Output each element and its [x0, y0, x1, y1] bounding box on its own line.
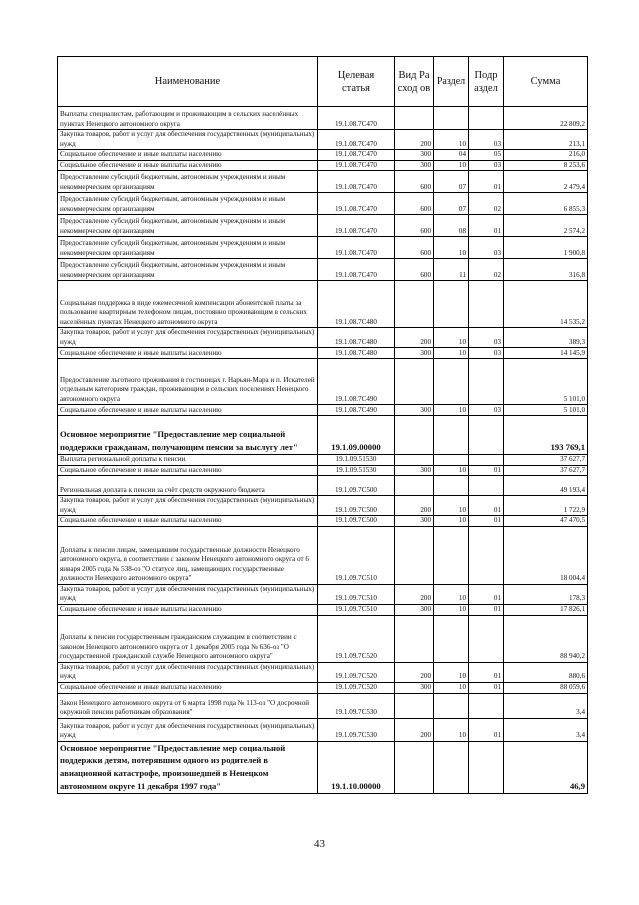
row-razdel: 11	[434, 259, 469, 281]
row-razdel	[434, 416, 469, 455]
row-podrazdel: 02	[469, 193, 504, 215]
table-row	[58, 693, 588, 718]
row-name: Закупка товаров, работ и услуг для обеспечения государственных (муниципальных) нужд	[58, 496, 318, 516]
row-vid	[395, 281, 434, 328]
row-target: 19.1.09.7С530	[318, 693, 395, 718]
table-row	[58, 215, 588, 237]
header-vid: Вид Расход ов	[395, 57, 434, 107]
table-row	[58, 465, 588, 476]
row-vid: 600	[395, 171, 434, 193]
row-vid: 300	[395, 465, 434, 476]
table-row	[58, 348, 588, 359]
row-podrazdel: 03	[469, 405, 504, 416]
row-name: Закупка товаров, работ и услуг для обеспечения государственных (муниципальных) нужд	[58, 662, 318, 682]
row-sum: 37 627,7	[504, 455, 588, 466]
row-sum: 47 470,5	[504, 516, 588, 527]
row-razdel	[434, 455, 469, 466]
row-sum: 5 101,0	[504, 405, 588, 416]
row-vid	[395, 359, 434, 405]
row-target: 19.1.08.7С490	[318, 359, 395, 405]
row-razdel	[434, 107, 469, 130]
row-razdel: 10	[434, 604, 469, 615]
table-row	[58, 496, 588, 516]
row-podrazdel	[469, 281, 504, 328]
row-sum: 14 535,2	[504, 281, 588, 328]
row-vid: 300	[395, 405, 434, 416]
header-sum: Сумма	[504, 57, 588, 107]
row-vid: 300	[395, 516, 434, 527]
row-podrazdel	[469, 359, 504, 405]
table-row	[58, 516, 588, 527]
row-target: 19.1.08.7С480	[318, 281, 395, 328]
table-row	[58, 526, 588, 584]
row-name: Закупка товаров, работ и услуг для обеспечения государственных (муниципальных) нужд	[58, 718, 318, 741]
row-razdel: 10	[434, 348, 469, 359]
row-target: 19.1.09.7С520	[318, 662, 395, 682]
row-name: Закупка товаров, работ и услуг для обеспечения государственных (муниципальных) нужд	[58, 328, 318, 348]
row-podrazdel	[469, 526, 504, 584]
row-name: Социальное обеспечение и иные выплаты населению	[58, 682, 318, 693]
row-podrazdel: 01	[469, 465, 504, 476]
table-row	[58, 150, 588, 161]
header-target: Целевая статья	[318, 57, 395, 107]
row-podrazdel: 01	[469, 604, 504, 615]
row-sum: 2 479,4	[504, 171, 588, 193]
row-sum: 49 193,4	[504, 476, 588, 496]
row-razdel	[434, 359, 469, 405]
row-sum: 880,6	[504, 662, 588, 682]
row-razdel: 10	[434, 662, 469, 682]
row-razdel	[434, 615, 469, 662]
row-name: Предоставление субсидий бюджетным, автономным учреждениям и иным некоммерческим организациям	[58, 215, 318, 237]
row-target: 19.1.09.7С500	[318, 476, 395, 496]
row-name: Закупка товаров, работ и услуг для обеспечения государственных (муниципальных) нужд	[58, 584, 318, 604]
row-target: 19.1.08.7С480	[318, 348, 395, 359]
row-sum: 18 004,4	[504, 526, 588, 584]
row-podrazdel	[469, 693, 504, 718]
row-name: Региональная доплата к пенсии за счёт средств окружного бюджета	[58, 476, 318, 496]
row-podrazdel: 03	[469, 160, 504, 171]
table-row	[58, 237, 588, 259]
table-row	[58, 328, 588, 348]
row-name: Доплаты к пенсии государственным гражданским служащим в соответствии с законом Ненецкого автономного округа от 1 декабря 2005 года № 636-оз "О государственной гражданской службе Ненецкого автономного округа"	[58, 615, 318, 662]
row-name: Предоставление субсидий бюджетным, автономным учреждениям и иным некоммерческим организациям	[58, 259, 318, 281]
row-vid: 600	[395, 215, 434, 237]
row-podrazdel: 03	[469, 348, 504, 359]
table-row	[58, 171, 588, 193]
row-sum: 216,0	[504, 150, 588, 161]
row-name: Социальное обеспечение и иные выплаты населению	[58, 348, 318, 359]
row-razdel: 10	[434, 584, 469, 604]
row-name: Закон Ненецкого автономного округа от 6 марта 1998 года № 113-оз "О досрочной окружной пенсии работникам образования"	[58, 693, 318, 718]
row-podrazdel: 01	[469, 516, 504, 527]
row-podrazdel: 01	[469, 584, 504, 604]
row-razdel: 08	[434, 215, 469, 237]
row-target: 19.1.09.7С520	[318, 615, 395, 662]
budget-table	[57, 56, 588, 794]
row-vid	[395, 455, 434, 466]
row-name: Выплата региональной доплаты к пенсии	[58, 455, 318, 466]
row-razdel: 07	[434, 171, 469, 193]
row-target: 19.1.08.7С470	[318, 215, 395, 237]
row-vid: 200	[395, 496, 434, 516]
row-vid: 200	[395, 662, 434, 682]
row-razdel: 04	[434, 150, 469, 161]
table-row	[58, 741, 588, 793]
table-row	[58, 615, 588, 662]
row-podrazdel: 03	[469, 237, 504, 259]
row-target: 19.1.08.7С470	[318, 193, 395, 215]
row-vid: 300	[395, 604, 434, 615]
row-name: Предоставление субсидий бюджетным, автономным учреждениям и иным некоммерческим организациям	[58, 171, 318, 193]
row-vid: 300	[395, 348, 434, 359]
row-razdel: 10	[434, 516, 469, 527]
row-sum: 46,9	[504, 741, 588, 793]
table-row	[58, 160, 588, 171]
row-name: Социальное обеспечение и иные выплаты населению	[58, 150, 318, 161]
row-name: Социальная поддержка в виде ежемесячной компенсации абонентской платы за пользование квартирным телефоном лицам, постоянно проживающим в сельских населённых пунктах Ненецкого автономного округа	[58, 281, 318, 328]
row-target: 19.1.09.51530	[318, 455, 395, 466]
row-name: Закупка товаров, работ и услуг для обеспечения государственных (муниципальных) нужд	[58, 130, 318, 150]
row-vid	[395, 476, 434, 496]
row-podrazdel: 02	[469, 259, 504, 281]
row-sum: 213,1	[504, 130, 588, 150]
table-row	[58, 259, 588, 281]
table-row	[58, 405, 588, 416]
table-row	[58, 662, 588, 682]
row-razdel: 10	[434, 496, 469, 516]
row-razdel	[434, 281, 469, 328]
row-vid: 200	[395, 584, 434, 604]
document-page	[57, 56, 587, 794]
row-vid: 200	[395, 328, 434, 348]
row-name: Основное мероприятие "Предоставление мер социальной поддержки гражданам, получающим пенсии за выслугу лет"	[58, 416, 318, 455]
row-target: 19.1.09.00000	[318, 416, 395, 455]
row-sum: 316,8	[504, 259, 588, 281]
row-target: 19.1.09.7С500	[318, 516, 395, 527]
row-target: 19.1.08.7С470	[318, 130, 395, 150]
row-podrazdel: 03	[469, 130, 504, 150]
table-row	[58, 604, 588, 615]
row-target: 19.1.09.7С510	[318, 584, 395, 604]
row-target: 19.1.08.7С470	[318, 171, 395, 193]
table-row	[58, 584, 588, 604]
row-podrazdel: 01	[469, 215, 504, 237]
table-row	[58, 476, 588, 496]
table-row	[58, 107, 588, 130]
row-vid: 300	[395, 160, 434, 171]
row-name: Социальное обеспечение и иные выплаты населению	[58, 405, 318, 416]
table-header-row	[58, 57, 588, 107]
row-name: Выплаты специалистам, работающим и проживающим в сельских населённых пунктах Ненецкого автономного округа	[58, 107, 318, 130]
row-sum: 178,3	[504, 584, 588, 604]
row-vid: 600	[395, 259, 434, 281]
row-vid	[395, 741, 434, 793]
row-target: 19.1.08.7С470	[318, 150, 395, 161]
table-row	[58, 193, 588, 215]
row-sum: 88 059,6	[504, 682, 588, 693]
row-razdel: 10	[434, 405, 469, 416]
row-razdel	[434, 476, 469, 496]
row-razdel: 10	[434, 328, 469, 348]
row-vid: 600	[395, 193, 434, 215]
row-sum: 1 722,9	[504, 496, 588, 516]
table-body	[58, 107, 588, 794]
row-razdel	[434, 741, 469, 793]
row-name: Предоставление субсидий бюджетным, автономным учреждениям и иным некоммерческим организациям	[58, 193, 318, 215]
table-row	[58, 416, 588, 455]
table-row	[58, 281, 588, 328]
row-vid: 600	[395, 237, 434, 259]
row-razdel	[434, 526, 469, 584]
row-sum: 3,4	[504, 693, 588, 718]
row-vid: 300	[395, 150, 434, 161]
row-sum: 88 940,2	[504, 615, 588, 662]
row-podrazdel	[469, 476, 504, 496]
row-sum: 22 809,2	[504, 107, 588, 130]
row-podrazdel: 01	[469, 496, 504, 516]
row-target: 19.1.10.00000	[318, 741, 395, 793]
row-name: Социальное обеспечение и иные выплаты населению	[58, 604, 318, 615]
page-number: 43	[314, 838, 325, 850]
row-podrazdel: 01	[469, 662, 504, 682]
table-row	[58, 682, 588, 693]
row-podrazdel: 01	[469, 682, 504, 693]
row-name: Социальное обеспечение и иные выплаты населению	[58, 465, 318, 476]
row-podrazdel: 05	[469, 150, 504, 161]
row-razdel: 10	[434, 718, 469, 741]
row-razdel: 10	[434, 130, 469, 150]
row-target: 19.1.08.7С470	[318, 107, 395, 130]
row-vid: 200	[395, 130, 434, 150]
row-vid	[395, 526, 434, 584]
row-sum: 6 855,3	[504, 193, 588, 215]
row-razdel: 10	[434, 465, 469, 476]
row-razdel: 10	[434, 237, 469, 259]
row-razdel: 10	[434, 160, 469, 171]
row-target: 19.1.09.7С530	[318, 718, 395, 741]
row-vid	[395, 615, 434, 662]
row-name: Социальное обеспечение и иные выплаты населению	[58, 160, 318, 171]
row-target: 19.1.09.7С520	[318, 682, 395, 693]
row-name: Доплаты к пенсии лицам, замещавшим государственные должности Ненецкого автономного округа, в соответствии с законом Ненецкого автономного округа от 6 января 2005 года № 538-оз "О статусе лиц, замещающих государственные должности Ненецкого автономного округа"	[58, 526, 318, 584]
header-name: Наименование	[58, 57, 318, 107]
row-podrazdel	[469, 741, 504, 793]
row-name: Основное мероприятие "Предоставление мер социальной поддержки детям, потерявшим одного из родителей в авиационной катастрофе, произошедшей в Ненецком автономном округе 11 декабря 1997 года"	[58, 741, 318, 793]
row-podrazdel: 03	[469, 328, 504, 348]
row-sum: 389,3	[504, 328, 588, 348]
row-podrazdel	[469, 615, 504, 662]
header-razdel: Раздел	[434, 57, 469, 107]
row-sum: 193 769,1	[504, 416, 588, 455]
row-vid	[395, 416, 434, 455]
row-sum: 1 900,8	[504, 237, 588, 259]
row-vid: 200	[395, 718, 434, 741]
table-row	[58, 455, 588, 466]
row-target: 19.1.08.7С490	[318, 405, 395, 416]
row-podrazdel	[469, 107, 504, 130]
row-podrazdel	[469, 416, 504, 455]
row-sum: 2 574,2	[504, 215, 588, 237]
row-sum: 14 145,9	[504, 348, 588, 359]
table-row	[58, 718, 588, 741]
row-sum: 37 627,7	[504, 465, 588, 476]
row-target: 19.1.08.7С470	[318, 259, 395, 281]
row-target: 19.1.08.7С470	[318, 160, 395, 171]
row-podrazdel: 01	[469, 171, 504, 193]
row-name: Социальное обеспечение и иные выплаты населению	[58, 516, 318, 527]
row-sum: 5 101,0	[504, 359, 588, 405]
row-podrazdel: 01	[469, 718, 504, 741]
row-target: 19.1.08.7С480	[318, 328, 395, 348]
row-target: 19.1.08.7С470	[318, 237, 395, 259]
row-name: Предоставление льготного проживания в гостиницах г. Нарьян-Мара и п. Искателей отдельным категориям граждан, проживающим в сельских поселениях Ненецкого автономного округа	[58, 359, 318, 405]
row-vid	[395, 693, 434, 718]
row-sum: 3,4	[504, 718, 588, 741]
row-razdel: 07	[434, 193, 469, 215]
row-target: 19.1.09.7С510	[318, 526, 395, 584]
row-name: Предоставление субсидий бюджетным, автономным учреждениям и иным некоммерческим организациям	[58, 237, 318, 259]
row-target: 19.1.09.7С500	[318, 496, 395, 516]
row-razdel: 10	[434, 682, 469, 693]
row-sum: 8 253,6	[504, 160, 588, 171]
row-sum: 17 826,1	[504, 604, 588, 615]
table-row	[58, 130, 588, 150]
row-target: 19.1.09.51530	[318, 465, 395, 476]
header-podrazdel: Подр аздел	[469, 57, 504, 107]
table-row	[58, 359, 588, 405]
row-razdel	[434, 693, 469, 718]
row-vid	[395, 107, 434, 130]
row-podrazdel	[469, 455, 504, 466]
row-target: 19.1.09.7С510	[318, 604, 395, 615]
row-vid: 300	[395, 682, 434, 693]
